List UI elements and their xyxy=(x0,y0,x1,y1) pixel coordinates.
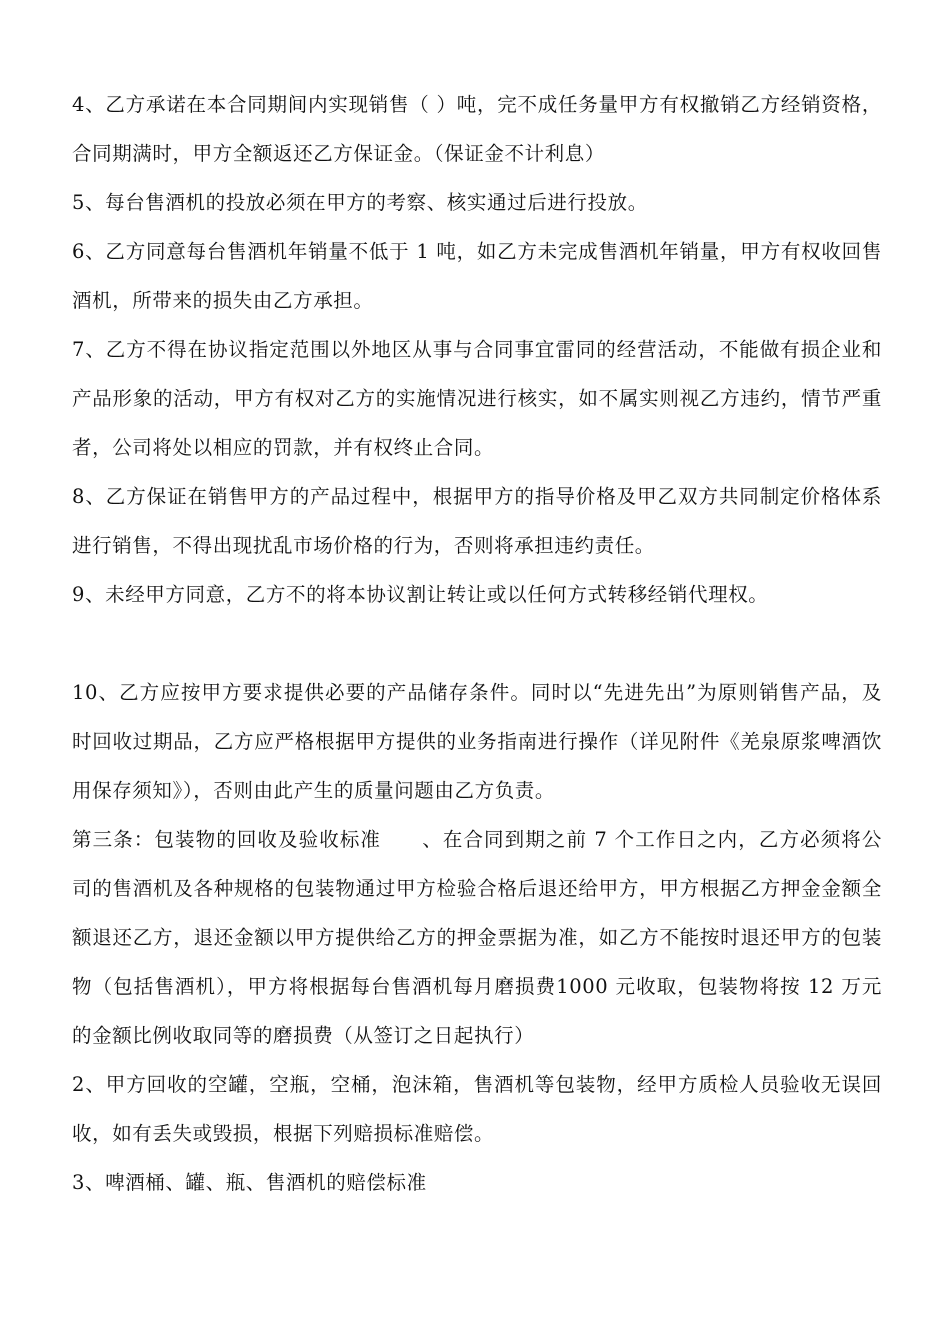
clause-10-paragraph: 10、乙方应按甲方要求提供必要的产品储存条件。同时以“先进先出”为原则销售产品，及时回收过期品，乙方应严格根据甲方提供的业务指南进行操作（详见附件《羌泉原浆啤酒饮用保存须知》），否则由此产生的质量问题由乙方负责。 xyxy=(72,681,882,802)
article-3-clause-2-paragraph: 2、甲方回收的空罐，空瓶，空桶，泡沫箱，售酒机等包装物，经甲方质检人员验收无误回收，如有丢失或毁损，根据下列赔损标准赔偿。 xyxy=(72,1073,882,1145)
clause-7-paragraph: 7、乙方不得在协议指定范围以外地区从事与合同事宜雷同的经营活动，不能做有损企业和产品形象的活动，甲方有权对乙方的实施情况进行核实，如不属实则视乙方违约，情节严重者，公司将处以相应的罚款，并有权终止合同。 xyxy=(72,338,882,459)
document-body xyxy=(72,80,882,1207)
clause-9-paragraph: 9、未经甲方同意，乙方不的将本协议割让转让或以任何方式转移经销代理权。 xyxy=(72,583,769,606)
article-3-paragraph: 第三条：包装物的回收及验收标准 、在合同到期之前 7 个工作日之内，乙方必须将公司的售酒机及各种规格的包装物通过甲方检验合格后退还给甲方，甲方根据乙方押金金额全额退还乙方，退还金额以甲方提供给乙方的押金票据为准，如乙方不能按时退还甲方的包装物（包括售酒机），甲方将根据每台售酒机每月磨损费1000 元收取，包装物将按 12 万元的金额比例收取同等的磨损费（从签订之日起执行） xyxy=(72,828,882,1047)
clause-4-paragraph: 4、乙方承诺在本合同期间内实现销售（ ）吨，完不成任务量甲方有权撤销乙方经销资格，合同期满时，甲方全额返还乙方保证金。（保证金不计利息） xyxy=(72,93,882,165)
clause-6-paragraph: 6、乙方同意每台售酒机年销量不低于 1 吨，如乙方未完成售酒机年销量，甲方有权收回售酒机，所带来的损失由乙方承担。 xyxy=(72,240,882,312)
clause-5-paragraph: 5、每台售酒机的投放必须在甲方的考察、核实通过后进行投放。 xyxy=(72,191,648,214)
clause-8-paragraph: 8、乙方保证在销售甲方的产品过程中，根据甲方的指导价格及甲乙双方共同制定价格体系进行销售，不得出现扰乱市场价格的行为，否则将承担违约责任。 xyxy=(72,485,882,557)
blank-line xyxy=(72,619,882,668)
article-3-clause-3-paragraph: 3、啤酒桶、罐、瓶、售酒机的赔偿标准 xyxy=(72,1171,427,1194)
